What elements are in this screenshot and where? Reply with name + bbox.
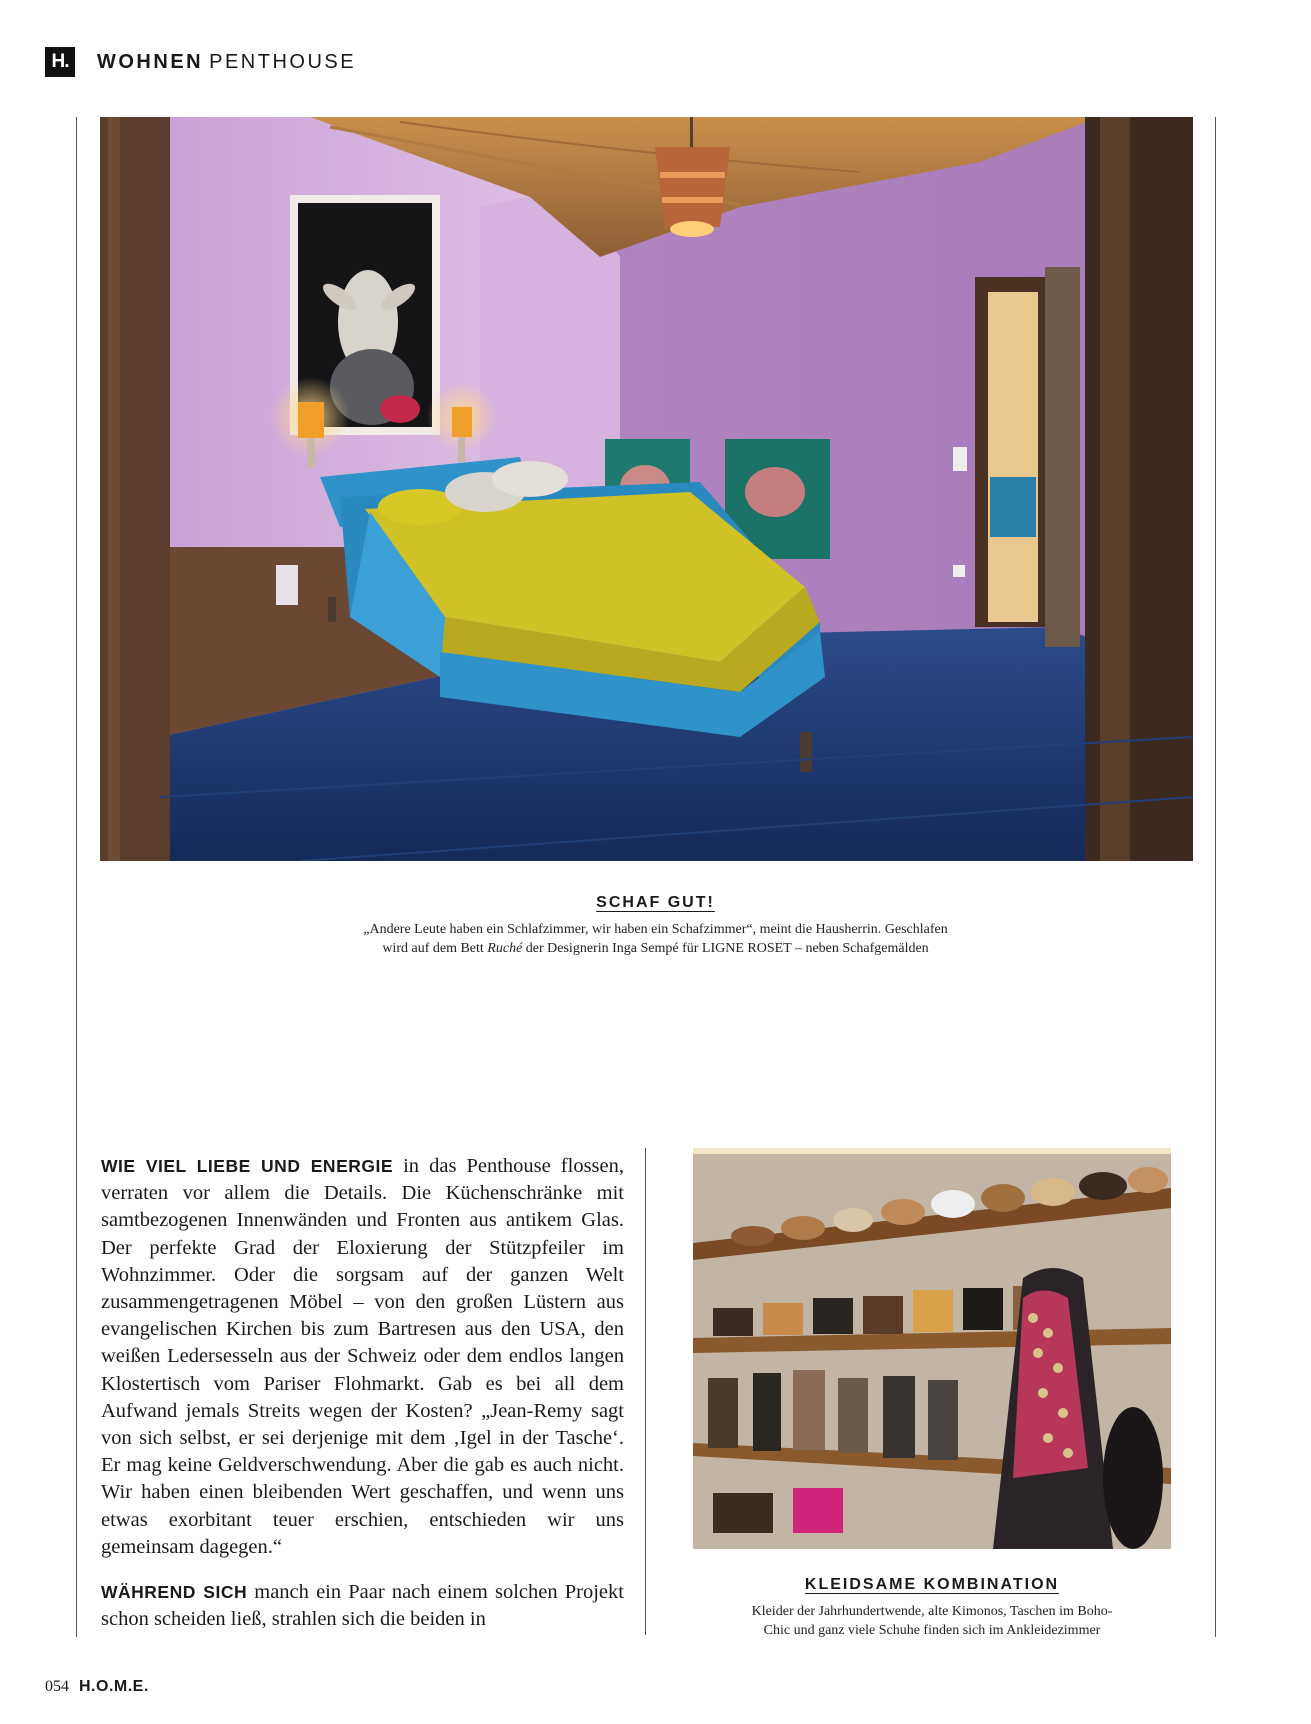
caption-fragment: der Designerin Inga Sempé für LIGNE ROSET – neben Schafgemälden	[522, 941, 929, 956]
page-footer	[45, 1678, 149, 1696]
magazine-brand: H.O.M.E.	[79, 1678, 149, 1695]
paragraph-text: manch ein Paar nach einem solchen Projekt schon scheiden ließ, strahlen sich die beiden in	[101, 1581, 624, 1631]
magazine-logo: H.	[45, 47, 75, 77]
caption-title-bedroom: SCHAF GUT!	[596, 894, 715, 911]
caption-line: Chic und ganz viele Schuhe finden sich im Ankleidezimmer	[763, 1623, 1101, 1638]
right-rule	[1215, 117, 1216, 1637]
page-number: 054	[45, 1678, 69, 1695]
article-paragraph	[101, 1579, 624, 1633]
paragraph-lead: WIE VIEL LIEBE UND ENERGIE	[101, 1156, 394, 1176]
caption-text-bedroom	[200, 920, 1111, 958]
section-subname: PENTHOUSE	[209, 50, 357, 73]
article-paragraph	[101, 1153, 624, 1561]
paragraph-text: in das Penthouse flossen, verraten vor allem die Details. Die Küchenschränke mit samtbezogenen Innenwänden und Fronten aus antikem Glas. Der perfekte Grad der Eloxierung der Stützpfeiler im Wohnzimmer. Oder die sorgsam auf der ganzen Welt zusammengetragenen Möbel – von den großen Lüstern aus evangelischen Kirchen bis zum Bartresen aus den USA, den weißen Ledersesseln aus der Schweiz oder dem endlos langen Klostertisch vom Pariser Flohmarkt. Gab es bei all dem Aufwand jemals Streits wegen der Kosten? „Jean-Remy sagt von sich selbst, er sei derjenige mit dem ‚Igel in der Tasche‘. Er mag keine Geldverschwendung. Aber die gab es auch nicht. Wir haben einen bleibenden Wert geschaffen, und wenn uns etwas exorbitant teuer erschien, entschieden wir uns gemeinsam dagegen.“	[101, 1155, 625, 1558]
column-rule	[645, 1148, 646, 1635]
caption-line: Kleider der Jahrhundertwende, alte Kimonos, Taschen im Boho-	[751, 1604, 1113, 1619]
page-header	[45, 47, 356, 77]
article-body	[101, 1153, 624, 1651]
section-title	[97, 51, 356, 74]
caption-text-closet	[693, 1602, 1171, 1640]
paragraph-lead: WÄHREND SICH	[101, 1582, 248, 1603]
product-name: Ruché	[487, 941, 523, 956]
caption-title-closet: KLEIDSAME KOMBINATION	[804, 1576, 1060, 1593]
left-rule	[76, 117, 77, 1637]
caption-fragment: wird auf dem Bett	[382, 941, 488, 956]
caption-line	[200, 939, 1111, 958]
closet-photo	[693, 1148, 1171, 1549]
caption-line: „Andere Leute haben ein Schlafzimmer, wir haben ein Schafzimmer“, meint die Hausherrin. Geschlafen	[363, 922, 948, 937]
bedroom-photo	[100, 117, 1193, 861]
section-name: WOHNEN	[97, 50, 204, 73]
